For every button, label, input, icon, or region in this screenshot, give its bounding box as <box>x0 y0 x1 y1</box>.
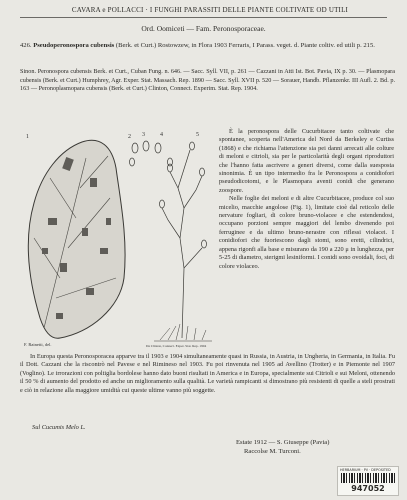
collection-info <box>236 438 329 456</box>
figure-credit-right: Da Clinton, Connect. Exper. Stat. Rep. 1904 <box>146 344 207 348</box>
figure-label-5: 5 <box>196 132 199 138</box>
entry-number: 426. <box>20 42 32 49</box>
collection-date-place: Estate 1912 — S. Giuseppe (Pavia) <box>236 439 330 446</box>
conidiophore-drawing <box>160 142 207 338</box>
species-name: Pseudoperonospora cubensis <box>33 42 115 49</box>
running-header: CAVARA e POLLACCI · I FUNGHI PARASSITI DELLE PIANTE COLTIVATE OD UTILI <box>71 6 349 14</box>
herbarium-barcode-label <box>337 466 399 496</box>
description-column <box>219 128 394 271</box>
barcode-number: 947052 <box>351 484 385 493</box>
order-family-line: Ord. Oomiceti — Fam. Peronosporaceae. <box>141 24 266 33</box>
figure-label-2: 2 <box>128 134 131 140</box>
header-rule <box>20 17 387 18</box>
figure-label-3: 3 <box>142 132 145 138</box>
barcode-caption: HERBARIUM · PV · DEPOSITED <box>340 468 391 472</box>
collector-line: Raccolse M. Turconi. <box>244 448 301 455</box>
synonymy-paragraph: Sinon. Peronospora cubensis Berk. et Curt., Cuban Fung. n. 646. — Sacc. Syll. VII, p. 261 — Cazzani in Atti Ist. Bot. Pavia, IX p. 30. — Plasmopara cubensis (Berk. et Curt.) Humphrey, Agr. Exper. Stat. Massach. Rep. 1890 — Sacc. Syll. XVII p. 520 — Sorauer, Handb. Pflanzenkr. III Aufl. 2. Bd. p. 163 — Peronoplasmopara cubensis (Berk. et Curt.) Clinton, Connect. Experim. Stat. Rep. 1904. <box>20 68 395 93</box>
barcode-bars <box>341 473 395 483</box>
stomata-base-drawing <box>154 324 212 341</box>
description-paragraph-2: Nelle foglie dei meloni e di altre Cucurbitacee, produce col suo micelio, macchie angolose (Fig. 1), limitate cioè dal reticolo delle nervature fogliari, di colore bruno-violacee e che estendendosi, occupano porzioni sempre maggiori del lembo divenendo poi ferruginee e da ultimo bruno-nerastre con riflessi violacei. I conidiofori che fuoriescono dagli stomi, sono eretti, cilindrici, appena rigonfi alla base e misurano da 190 a 220 μ in lunghezza, per 5-25 di diametro, sterigmi lesiniformi. I conidi sono ovoidali, foci, di colore violaceo. <box>219 195 394 270</box>
figure-plate <box>20 128 215 350</box>
figure-label-1: 1 <box>26 134 29 140</box>
conidia-drawings <box>130 141 173 166</box>
species-citation: (Berk. et Curt.) Rostowzew, in Flora 1903 Ferraris, I Parass. veget. d. Piante coltiv. ed utili p. 215. <box>115 42 375 49</box>
distribution-text <box>20 353 395 395</box>
figure-label-4: 4 <box>160 132 163 138</box>
host-line: Sul Cucumis Melo L. <box>32 424 86 431</box>
description-paragraph-1: È la peronospora delle Cucurbitacee tanto coltivate che spontanee, scoperta nell'America del Nord da Berkeley e Curtiss (1868) e che richiama l'attenzione sia pei danni arrecati alle colture di meloni e citrioli, sia per le particolarità degli organi riproduttori che l'hanno fatta ascrivere a generi diversi, come dalla suesposta sinonimia. È un tipo intermedio fra le Peronospora a conidiofori pseudodicotomi, e le Plasmopara aventi conidi che generano zoospore. <box>219 128 394 194</box>
figure-credit-left: F. Rainetti, del. <box>24 342 52 347</box>
leaf-and-conidiophore-illustration <box>20 128 215 350</box>
species-entry <box>20 42 395 50</box>
cucumber-leaf-drawing <box>28 140 125 338</box>
distribution-paragraph: In Europa questa Peronosporacea apparve tra il 1903 e 1904 simultaneamente quasi in Russia, in Austria, in Ungheria, in Germania, in Italia. Fu il Dott. Cazzani che la riscontrò nel Pavese e nel Rimineso nel 1903. Fu poi rinvenuta nel 1905 ad Avellino (Trotter) e in Piemonte nel 1907 (Voglino). Le irrorazioni con poltiglia bordolese hanno dato buoni risultati in America e in Europa, specialmente sui Citrioli e sui Meloni, ottenendo il 50 % di aumento del prodotto ed anche un miglioramento sulla qualità. Le varietà rampicanti si dimostrano più resistenti di quelle a steli prostrati e ciò in relazione alla maggiore umidità cui queste ultime vanno più soggette. <box>20 353 395 394</box>
